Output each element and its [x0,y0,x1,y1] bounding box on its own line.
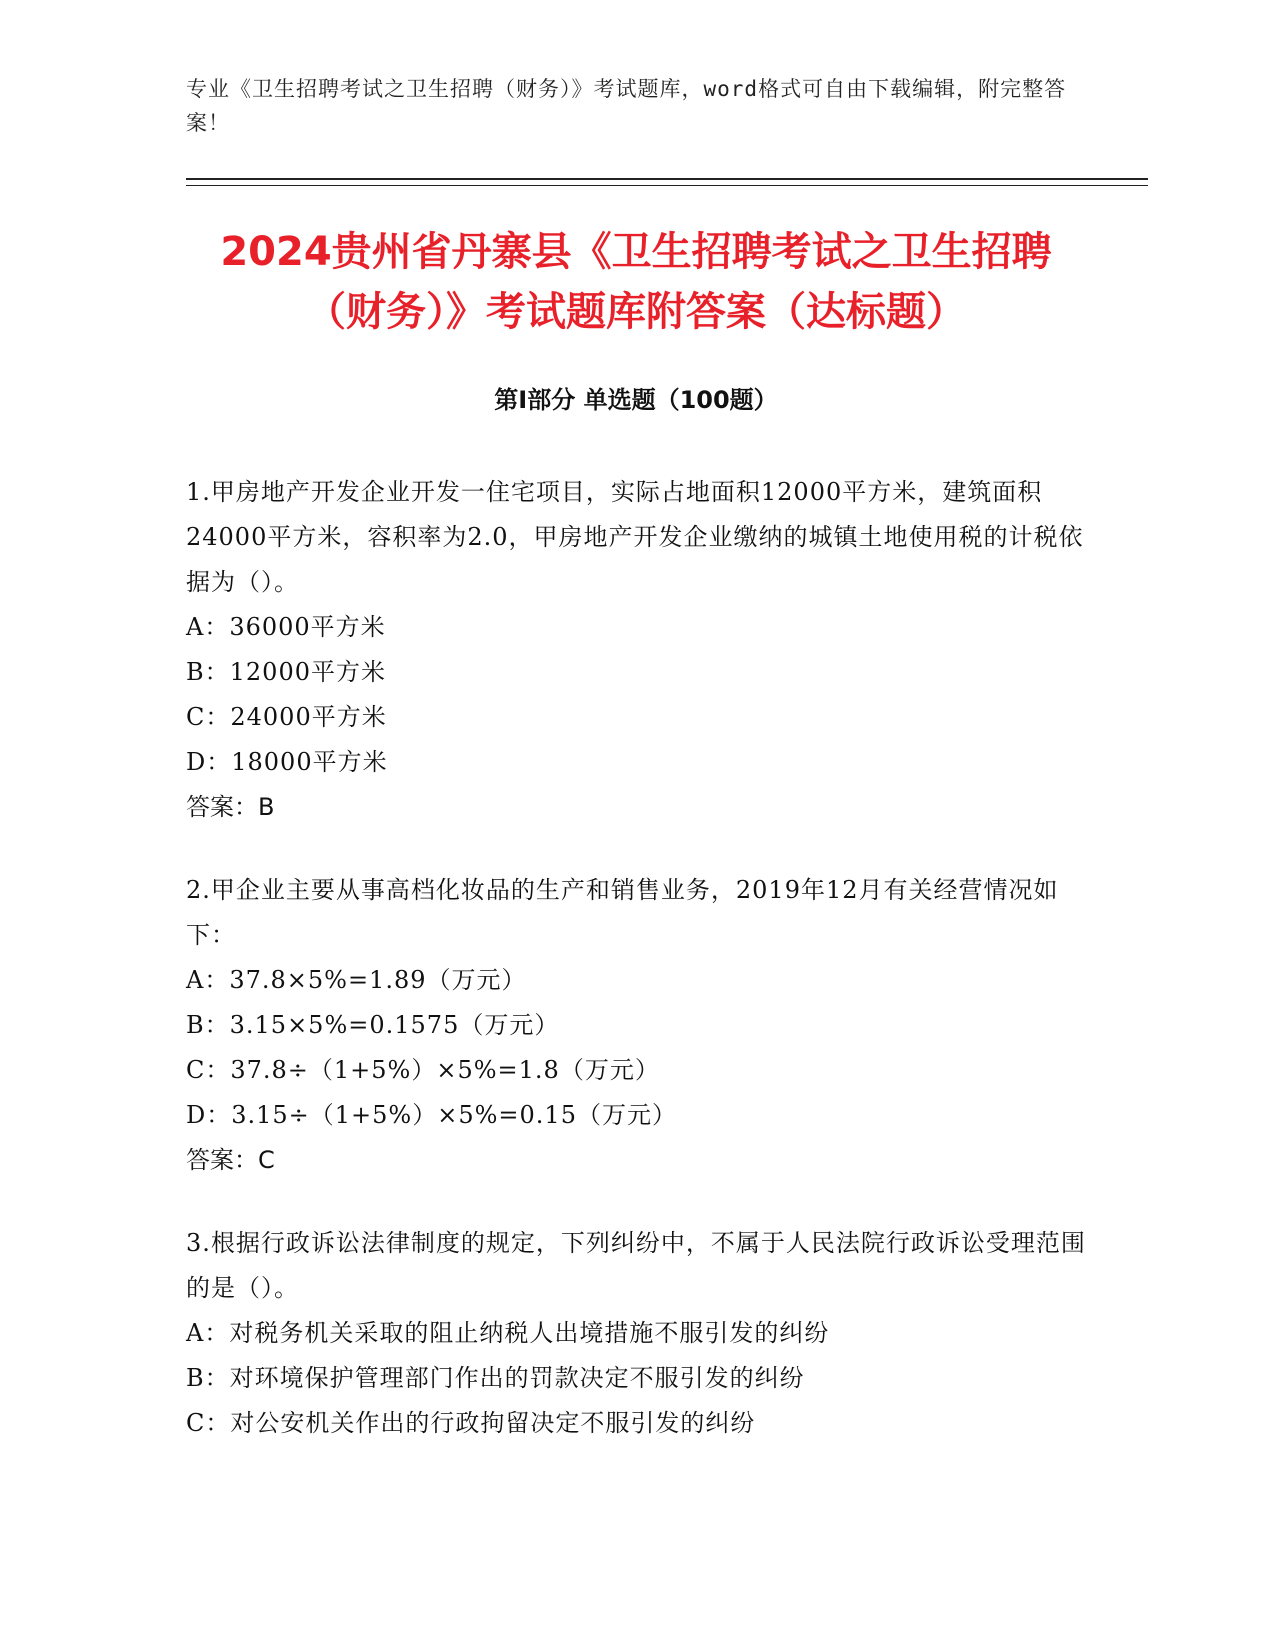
option-a: A：37.8×5%=1.89（万元） [186,966,527,994]
question-list [186,470,1086,1484]
header-note: 专业《卫生招聘考试之卫生招聘（财务）》考试题库，word格式可自由下载编辑，附完整答案！ [186,77,1067,135]
question-1 [186,470,1086,830]
option-b: B：12000平方米 [186,658,386,686]
section-heading: 第Ⅰ部分 单选题（100题） [494,386,778,414]
question-2 [186,868,1086,1183]
question-3 [186,1221,1086,1446]
option-b: B：对环境保护管理部门作出的罚款决定不服引发的纠纷 [186,1364,805,1392]
option-d: D：18000平方米 [186,748,388,776]
option-a: A：对税务机关采取的阻止纳税人出境措施不服引发的纠纷 [186,1319,830,1347]
option-a: A：36000平方米 [186,613,386,641]
option-b: B：3.15×5%=0.1575（万元） [186,1011,560,1039]
option-c: C：24000平方米 [186,703,387,731]
document-title: 2024贵州省丹寨县《卫生招聘考试之卫生招聘（财务）》考试题库附答案（达标题） [220,229,1052,335]
question-stem: 2.甲企业主要从事高档化妆品的生产和销售业务，2019年12月有关经营情况如下： [186,876,1059,949]
answer: 答案：C [186,1146,275,1174]
question-stem: 3.根据行政诉讼法律制度的规定，下列纠纷中，不属于人民法院行政诉讼受理范围的是（）。 [186,1229,1086,1302]
option-d: D：3.15÷（1+5%）×5%=0.15（万元） [186,1101,677,1129]
question-stem: 1.甲房地产开发企业开发一住宅项目，实际占地面积12000平方米，建筑面积24000平方米，容积率为2.0，甲房地产开发企业缴纳的城镇土地使用税的计税依据为（）。 [186,478,1084,596]
answer: 答案：B [186,793,275,821]
option-c: C：对公安机关作出的行政拘留决定不服引发的纠纷 [186,1409,756,1437]
header-divider [186,178,1148,186]
option-c: C：37.8÷（1+5%）×5%=1.8（万元） [186,1056,660,1084]
